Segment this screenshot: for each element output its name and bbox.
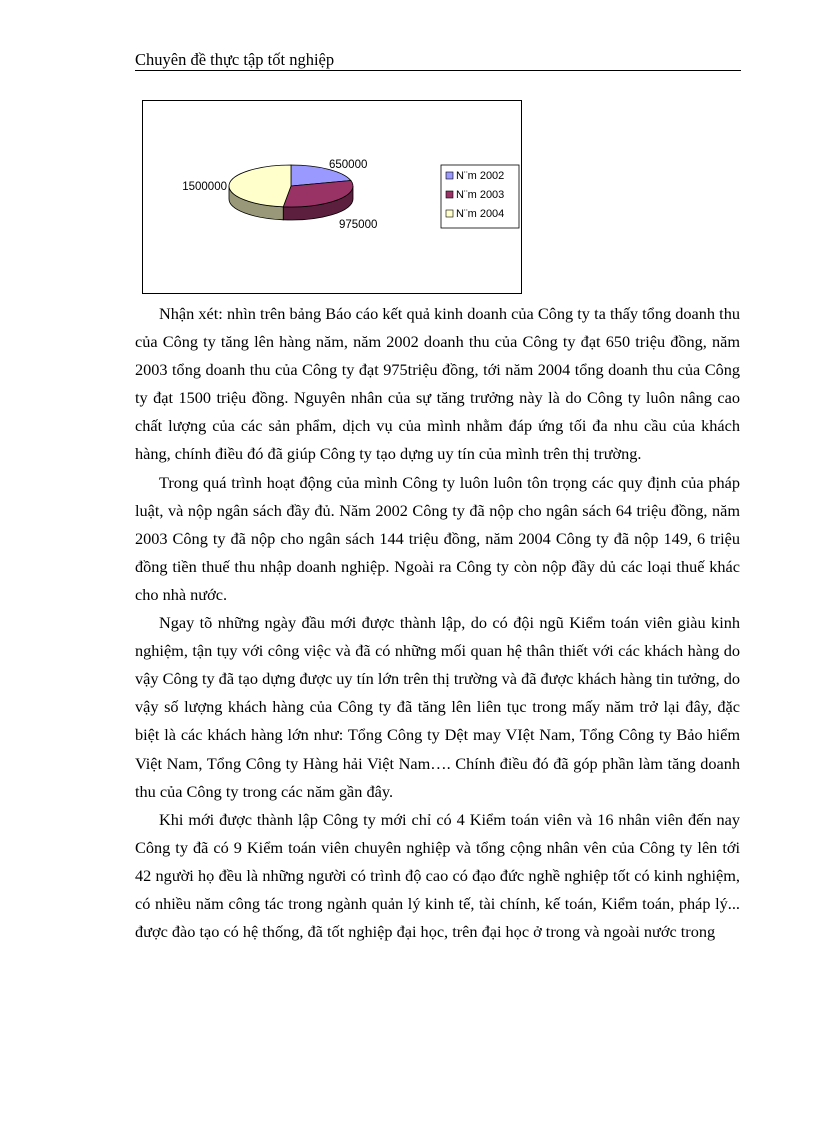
document-body (135, 300, 740, 946)
pie-data-label-0: 650000 (329, 159, 368, 171)
legend-label-0: N¨m 2002 (456, 170, 505, 182)
pie-chart-canvas (143, 101, 521, 293)
legend-swatch-2 (446, 210, 453, 217)
legend-swatch-0 (446, 172, 453, 179)
header-divider (135, 70, 741, 71)
paragraph-revenue-comment: Nhận xét: nhìn trên bảng Báo cáo kết quả kinh doanh của Công ty ta thấy tổng doanh thu của Công ty tăng lên hàng năm, năm 2002 doanh thu của Công ty đạt 650 triệu đồng, năm 2003 tổng doanh thu của Công ty đạt 975triệu đồng, tới năm 2004 tổng doanh thu của Công ty đạt 1500 triệu đồng. Nguyên nhân của sự tăng trưởng này là do Công ty luôn nâng cao chất lượng của các sản phẩm, dịch vụ của mình nhằm đáp ứng tối đa nhu cầu của khách hàng, chính điều đó đã giúp Công ty tạo dựng uy tín của mình trên thị trường. (135, 304, 740, 464)
legend-label-1: N¨m 2003 (456, 189, 505, 201)
pie-data-label-1: 975000 (339, 219, 378, 231)
revenue-pie-chart (142, 100, 522, 294)
legend-swatch-1 (446, 191, 453, 198)
page-header-title: Chuyên đề thực tập tốt nghiệp (135, 50, 335, 69)
paragraph-staff: Khi mới được thành lập Công ty mới chỉ có 4 Kiểm toán viên và 16 nhân viên đến nay Công ty đã có 9 Kiểm toán viên chuyên nghiệp và tổng cộng nhân vên của Công ty lên tới 42 người họ đều là những người có trình độ cao có đạo đức nghề nghiệp tốt có kinh nghiệm, có nhiều năm công tác trong ngành quản lý kinh tế, tài chính, kế toán, Kiểm toán, pháp lý... được đào tạo có hệ thống, đã tốt nghiệp đại học, trên đại học ở trong và ngoài nước trong (135, 809, 740, 942)
pie-data-label-2: 1500000 (182, 181, 227, 193)
paragraph-tax-compliance: Trong quá trình hoạt động của mình Công ty luôn luôn tôn trọng các quy định của pháp luật, và nộp ngân sách đầy đủ. Năm 2002 Công ty đã nộp cho ngân sách 64 triệu đồng, năm 2003 Công ty đã nộp cho ngân sách 144 triệu đồng, năm 2004 Công ty đã nộp 149, 6 triệu đồng tiền thuế thu nhập doanh nghiệp. Ngoài ra Công ty còn nộp đầy dủ các loại thuế khác cho nhà nước. (135, 472, 740, 604)
paragraph-customers: Ngay tõ những ngày đầu mới được thành lập, do có đội ngũ Kiểm toán viên giàu kinh nghiệm, tận tụy với công việc và đã có những mối quan hệ thân thiết với các khách hàng do vậy Công ty đã tạo dựng được uy tín lớn trên thị trường và đã được khách hàng tin tưởng, do vậy số lượng khách hàng của Công ty đã tăng lên liên tục trong mấy năm trở lại đây, đặc biệt là các khách hàng lớn như: Tổng Công ty Dệt may VIệt Nam, Tổng Công ty Bảo hiểm Việt Nam, Tổng Công ty Hàng hải Việt Nam…. Chính điều đó đã góp phần làm tăng doanh thu của Công ty trong các năm gần đây. (135, 613, 740, 801)
legend-label-2: N¨m 2004 (456, 208, 505, 220)
